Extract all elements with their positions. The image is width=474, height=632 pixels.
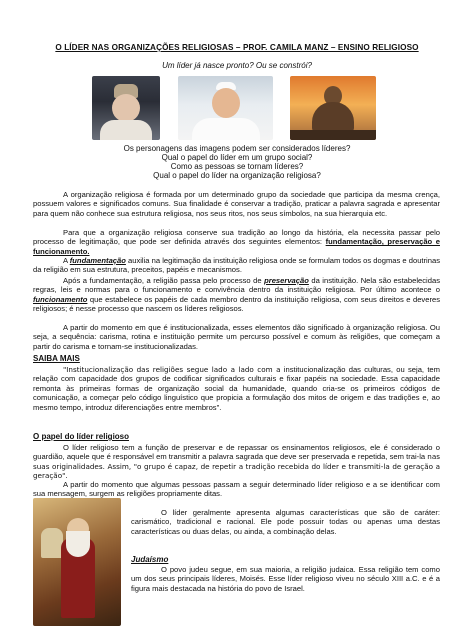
p4-text-2: que estabelece os papéis de cada membro dentro da instituição religiosa, com seus direitos e deveres religiosos; é nesse processo que nascem os líderes religiosos. bbox=[33, 294, 440, 314]
papel-p1-text: O líder religioso tem a função de preservar e de repassar os ensinamentos religiosos, ele é considerado o guardião, aquele que é responsável em transmitir a palavra sagrada que deve ser preservada e repetida, sem trai-la bbox=[33, 443, 440, 462]
intro-paragraph-5: A partir do momento em que é institucionalizada, esses elementos dão significado à organização religiosa. Ou seja, a sequência: carisma, rotina e instituição permite um percurso possível e comum às religiões, que começam a partir do carisma e tornam-se institucionalizadas. bbox=[33, 323, 440, 351]
intro-paragraph-1: A organização religiosa é formada por um determinado grupo da sociedade que participa da mesma crença, possuem valores e significados comuns. Sua finalidade é conservar a tradição, praticar a palavra sagrada e apresentar para quem não conhece sua estrutura religiosa, nos seus ritos, nos seus símbolos, na sua hierarquia etc. bbox=[33, 190, 440, 218]
page-title: O LÍDER NAS ORGANIZAÇÕES RELIGIOSAS – PROF. CAMILA MANZ – ENSINO RELIGIOSO bbox=[55, 43, 419, 52]
question-4: Qual o papel do líder na organização religiosa? bbox=[153, 171, 321, 180]
intro-paragraph-4 bbox=[33, 276, 440, 314]
papel-paragraph-3: O líder geralmente apresenta algumas características que são de caráter: carismático, tradicional e racional. Ele pode possuir todas ou apenas uma destas características ou duas delas, ou ainda, a combinação delas. bbox=[131, 508, 440, 536]
buddha-statue-photo-icon bbox=[290, 76, 376, 140]
papel-heading: O papel do líder religioso bbox=[33, 432, 130, 441]
question-2: Qual o papel do líder em um grupo social? bbox=[161, 153, 313, 162]
saiba-mais-heading: SAIBA MAIS bbox=[33, 354, 80, 363]
papel-p1-quote: nas suas originalidades. Assim, "o grupo é capaz, de repetir a tradição recebida do líder e transmiti-la de geração a geração". bbox=[33, 452, 440, 481]
intro-p2-text: Para que a organização religiosa conserve sua tradição ao longo da história, ela necessita passar pelo processo de legitimação, que pode ser definida através dos seguintes elementos: bbox=[33, 228, 440, 247]
p4-prefix: Após a fundamentação, a religião passa pelo processo de bbox=[63, 276, 265, 285]
saiba-mais-quote: "Institucionalização das religiões segue lado a lado com a bbox=[63, 365, 281, 374]
page-subtitle: Um líder já nasce pronto? Ou se constrói? bbox=[162, 61, 312, 70]
term-funcionamento: funcionamento bbox=[33, 294, 88, 304]
p3-prefix: A bbox=[63, 256, 70, 265]
term-fundamentacao: fundamentação bbox=[69, 256, 126, 265]
legitimation-elements: fundamentação, preservação e funcionamento. bbox=[33, 237, 440, 256]
intro-paragraph-3 bbox=[33, 256, 440, 275]
p4-text: da instituição. Nela são estabelecidas regras, leis e normas para o funcionamento e convivência dentro da instituição religiosa. Por último acontece o bbox=[33, 276, 440, 295]
moses-painting-icon bbox=[33, 498, 121, 626]
saiba-mais-paragraph bbox=[33, 365, 440, 412]
question-1: Os personagens das imagens podem ser considerados líderes? bbox=[123, 144, 351, 153]
question-3: Como as pessoas se tornam líderes? bbox=[170, 162, 304, 171]
papel-paragraph-2: A partir do momento que algumas pessoas passam a seguir determinado líder religioso e a se identificar com sua mensagem, surgem as religiões propriamente ditas. bbox=[33, 480, 440, 499]
judaismo-paragraph: O povo judeu segue, em sua maioria, a religião judaica. Essa religião tem como um dos seus principais líderes, Moisés. Esse líder religioso viveu no século XIII a.C. e é a figura mais destacada na história do povo de Israel. bbox=[131, 565, 440, 593]
queen-photo-icon bbox=[92, 76, 160, 140]
saiba-mais-text: institucionalização das culturas, ou seja, tem relação com capacidade dos grupos de codificar significados culturais e fixar papéis na sociedade. Essa capacidade remonta às primeiras formas de organização social da humanidade, quando cria-se os primeiros códigos de comunicação, a começar pelo código linguístico que propicia a formulação dos mitos de origem e das tradições e, ao mesmo tempo, introduz diferenciações entre membros". bbox=[33, 365, 440, 412]
judaismo-heading: Judaísmo bbox=[131, 555, 169, 564]
papel-paragraph-1 bbox=[33, 443, 440, 481]
term-preservacao: preservação bbox=[264, 276, 309, 285]
intro-paragraph-2 bbox=[33, 228, 440, 256]
pope-photo-icon bbox=[178, 76, 273, 140]
p3-text: auxilia na legitimação da instituição religiosa onde se formulam todos os dogmas e doutrinas da religião em sua estrutura, preceitos, papéis e mecanismos. bbox=[33, 256, 440, 275]
